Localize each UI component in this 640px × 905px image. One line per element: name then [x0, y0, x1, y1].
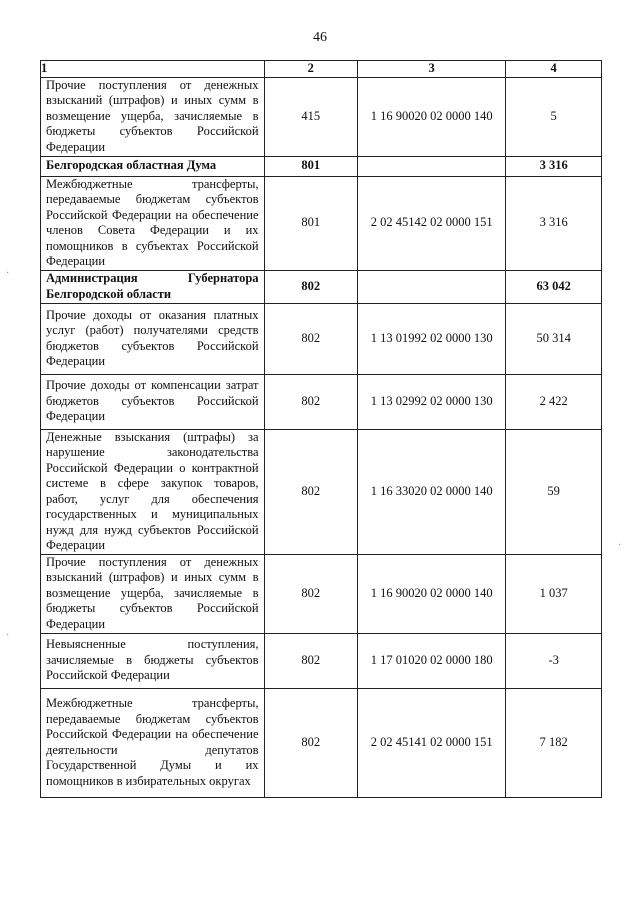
table-row — [41, 374, 602, 429]
row-admin-code: 802 — [264, 429, 358, 554]
row-admin-code: 802 — [264, 374, 358, 429]
table-row-org — [41, 156, 602, 176]
row-budget-code: 1 17 01020 02 0000 180 — [358, 633, 506, 688]
row-name: Денежные взыскания (штрафы) за нарушение законодательства Российской Федерации о контрактной системе в сфере закупок товаров, работ, услуг для обеспечения государственных и муниципальных нужд для нужд субъектов Российской Федерации — [41, 429, 265, 554]
row-budget-code: 2 02 45141 02 0000 151 — [358, 688, 506, 797]
row-amount: 1 037 — [506, 554, 602, 633]
row-admin-code: 802 — [264, 303, 358, 374]
row-budget-code: 1 16 33020 02 0000 140 — [358, 429, 506, 554]
column-header-1: 1 — [41, 61, 265, 78]
row-budget-code — [358, 270, 506, 303]
revenue-table — [40, 60, 602, 798]
row-amount: 2 422 — [506, 374, 602, 429]
row-admin-code: 802 — [264, 554, 358, 633]
page-number: 46 — [313, 30, 327, 45]
column-header-3: 3 — [358, 61, 506, 78]
scan-artifact: · — [618, 540, 622, 551]
row-amount: 5 — [506, 77, 602, 156]
row-admin-code: 802 — [264, 688, 358, 797]
table-row — [41, 303, 602, 374]
row-name: Прочие доходы от компенсации затрат бюджетов субъектов Российской Федерации — [41, 374, 265, 429]
row-amount: -3 — [506, 633, 602, 688]
row-name: Прочие поступления от денежных взысканий (штрафов) и иных сумм в возмещение ущерба, зачисляемые в бюджеты субъектов Российской Федерации — [41, 77, 265, 156]
row-admin-code: 415 — [264, 77, 358, 156]
column-header-2: 2 — [264, 61, 358, 78]
table-row — [41, 688, 602, 797]
table-row — [41, 429, 602, 554]
table-row — [41, 176, 602, 270]
row-name: Межбюджетные трансферты, передаваемые бюджетам субъектов Российской Федерации на обеспечение членов Совета Федерации и их помощников в субъектах Российской Федерации — [41, 176, 265, 270]
row-admin-code: 802 — [264, 270, 358, 303]
table-row — [41, 554, 602, 633]
row-name: Администрация Губернатора Белгородской области — [41, 270, 265, 303]
row-amount: 3 316 — [506, 176, 602, 270]
row-name: Прочие доходы от оказания платных услуг (работ) получателями средств бюджетов субъектов Российской Федерации — [41, 303, 265, 374]
row-admin-code: 802 — [264, 633, 358, 688]
row-admin-code: 801 — [264, 156, 358, 176]
row-admin-code: 801 — [264, 176, 358, 270]
row-budget-code: 1 13 01992 02 0000 130 — [358, 303, 506, 374]
row-name: Белгородская областная Дума — [41, 156, 265, 176]
table-row-org — [41, 270, 602, 303]
row-name: Прочие поступления от денежных взысканий (штрафов) и иных сумм в возмещение ущерба, зачисляемые в бюджеты субъектов Российской Федерации — [41, 554, 265, 633]
table-row — [41, 77, 602, 156]
row-budget-code — [358, 156, 506, 176]
row-budget-code: 2 02 45142 02 0000 151 — [358, 176, 506, 270]
row-name: Невыясненные поступления, зачисляемые в бюджеты субъектов Российской Федерации — [41, 633, 265, 688]
row-budget-code: 1 13 02992 02 0000 130 — [358, 374, 506, 429]
scan-artifact: · — [6, 630, 10, 641]
row-amount: 3 316 — [506, 156, 602, 176]
table-header-row — [41, 61, 602, 78]
row-amount: 7 182 — [506, 688, 602, 797]
scan-artifact: · — [6, 268, 10, 279]
row-amount: 59 — [506, 429, 602, 554]
row-name: Межбюджетные трансферты, передаваемые бюджетам субъектов Российской Федерации на обеспечение деятельности депутатов Государственной Думы и их помощников в избирательных округах — [41, 688, 265, 797]
row-budget-code: 1 16 90020 02 0000 140 — [358, 554, 506, 633]
column-header-4: 4 — [506, 61, 602, 78]
table-row — [41, 633, 602, 688]
row-amount: 63 042 — [506, 270, 602, 303]
row-budget-code: 1 16 90020 02 0000 140 — [358, 77, 506, 156]
row-amount: 50 314 — [506, 303, 602, 374]
